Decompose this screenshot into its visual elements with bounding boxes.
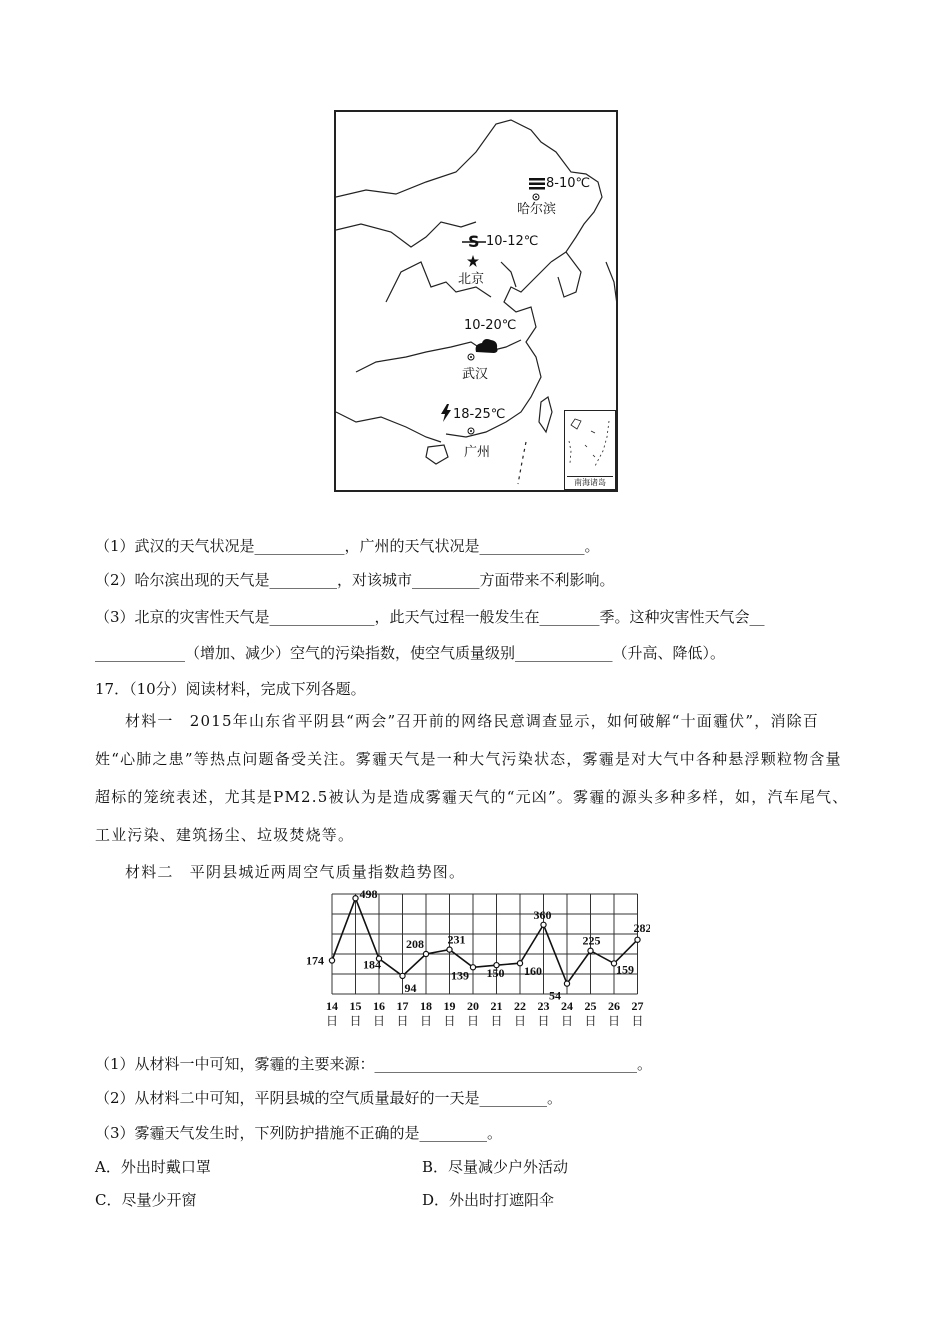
aqi-point xyxy=(329,958,334,963)
q16-line-1: （1）武汉的天气状况是____________，广州的天气状况是______________。 xyxy=(95,537,600,555)
lightning-icon xyxy=(440,404,452,422)
x-tick-label: 17 xyxy=(396,999,409,1013)
aqi-point xyxy=(470,965,475,970)
guangzhou-temp: 18-25℃ xyxy=(453,407,506,422)
x-tick-label: 26 xyxy=(608,999,620,1013)
x-tick-suffix: 日 xyxy=(584,1014,597,1028)
aqi-point xyxy=(588,948,593,953)
aqi-value-label: 160 xyxy=(524,964,542,979)
aqi-point xyxy=(353,896,358,901)
aqi-value-label: 498 xyxy=(359,890,378,902)
aqi-value-label: 360 xyxy=(533,907,552,922)
harbin-label: 哈尔滨 xyxy=(517,202,557,217)
x-tick-label: 23 xyxy=(537,999,550,1013)
material-1-text: 材料一 2015年山东省平阴县“两会”召开前的网络民意调查显示，如何破解“十面霾伏”，消除百姓“心肺之患”等热点问题备受关注。雾霾天气是一种大气污染状态，雾霾是对大气中各种悬浮颗粒物含量超标的笼统表述，尤其是PM2.5被认为是造成雾霾天气的“元凶”。雾霾的源头多种多样，如，汽车尾气、工业污染、建筑扬尘、垃圾焚烧等。 xyxy=(95,712,849,844)
x-tick-suffix: 日 xyxy=(396,1014,409,1028)
option-b: B．尽量减少户外活动 xyxy=(422,1158,569,1176)
x-tick-suffix: 日 xyxy=(466,1014,480,1028)
option-c: C．尽量少开窗 xyxy=(95,1191,197,1209)
x-tick-suffix: 日 xyxy=(325,1014,339,1028)
x-tick-label: 16 xyxy=(373,999,385,1013)
q17-header: 17．（10分）阅读材料，完成下列各题。 xyxy=(95,680,366,698)
x-tick-label: 25 xyxy=(584,999,597,1013)
x-tick-label: 18 xyxy=(420,999,432,1013)
fog-icon xyxy=(529,178,545,190)
weather-map xyxy=(334,110,618,492)
sandstorm-icon xyxy=(462,233,486,249)
inset-map xyxy=(565,411,615,477)
city-marker-icon xyxy=(467,427,475,435)
inset-label: 南海诸岛 xyxy=(567,476,613,488)
material-2-text: 材料二 平阴县城近两周空气质量指数趋势图。 xyxy=(125,863,466,881)
aqi-value-label: 208 xyxy=(406,937,424,951)
aqi-point xyxy=(541,922,546,927)
x-tick-label: 14 xyxy=(326,999,338,1013)
overcast-icon xyxy=(472,336,500,356)
aqi-value-label: 54 xyxy=(549,988,561,1003)
x-tick-label: 19 xyxy=(443,999,456,1013)
beijing-label: 北京 xyxy=(458,272,485,287)
south-sea-inset xyxy=(564,410,616,490)
option-d: D．外出时打遮阳伞 xyxy=(422,1191,555,1209)
q16-line-4: ____________（增加、减少）空气的污染指数，使空气质量级别_____________（升高、降低）。 xyxy=(95,644,726,662)
capital-star-icon xyxy=(467,255,479,267)
x-tick-label: 21 xyxy=(490,999,503,1013)
x-tick-suffix: 日 xyxy=(490,1014,503,1028)
aqi-value-label: 150 xyxy=(486,966,505,981)
q16-line-3: （3）北京的灾害性天气是______________，此天气过程一般发生在________季。这种灾害性天气会__ xyxy=(95,608,765,626)
aqi-point xyxy=(423,951,428,956)
q17-sub-3: （3）雾霾天气发生时，下列防护措施不正确的是_________。 xyxy=(95,1124,503,1142)
material-1 xyxy=(95,702,855,854)
aqi-value-label: 225 xyxy=(582,933,601,948)
aqi-point xyxy=(564,981,569,986)
x-tick-suffix: 日 xyxy=(443,1014,456,1028)
aqi-point xyxy=(447,947,452,952)
material-2 xyxy=(95,853,855,891)
aqi-value-label: 94 xyxy=(404,980,417,995)
x-tick-label: 15 xyxy=(349,999,362,1013)
x-tick-suffix: 日 xyxy=(607,1014,621,1028)
aqi-value-label: 174 xyxy=(306,953,324,968)
svg-text:S: S xyxy=(468,233,480,249)
x-tick-suffix: 日 xyxy=(372,1014,386,1028)
aqi-point xyxy=(635,937,640,942)
city-marker-icon xyxy=(467,353,475,361)
aqi-value-label: 231 xyxy=(447,932,466,947)
x-tick-suffix: 日 xyxy=(513,1014,527,1028)
aqi-value-label: 159 xyxy=(616,962,634,977)
aqi-value-label: 139 xyxy=(451,968,469,983)
wuhan-temp: 10-20℃ xyxy=(464,318,517,333)
x-tick-label: 24 xyxy=(561,999,573,1013)
x-tick-suffix: 日 xyxy=(419,1014,433,1028)
beijing-temp: 10-12℃ xyxy=(486,234,539,249)
x-tick-suffix: 日 xyxy=(537,1014,550,1028)
q17-sub-2: （2）从材料二中可知，平阴县城的空气质量最好的一天是_________。 xyxy=(95,1089,563,1107)
aqi-point xyxy=(517,961,522,966)
q17-sub-1: （1）从材料一中可知，雾霾的主要来源：___________________________________。 xyxy=(95,1055,653,1073)
aqi-value-label: 184 xyxy=(363,957,381,972)
aqi-point xyxy=(400,973,405,978)
x-tick-label: 27 xyxy=(631,999,644,1013)
x-tick-suffix: 日 xyxy=(349,1014,362,1028)
aqi-chart-svg xyxy=(300,890,650,1030)
q16-line-2: （2）哈尔滨出现的天气是_________，对该城市_________方面带来不利影响。 xyxy=(95,571,615,589)
x-tick-suffix: 日 xyxy=(631,1014,644,1028)
wuhan-label: 武汉 xyxy=(462,367,489,382)
harbin-temp: 8-10℃ xyxy=(546,176,591,191)
aqi-value-label: 282 xyxy=(633,920,650,935)
option-a: A．外出时戴口罩 xyxy=(95,1158,211,1176)
x-tick-label: 20 xyxy=(467,999,479,1013)
x-tick-label: 22 xyxy=(514,999,526,1013)
guangzhou-label: 广州 xyxy=(464,445,491,460)
aqi-trend-chart xyxy=(300,890,650,1030)
x-tick-suffix: 日 xyxy=(560,1014,574,1028)
